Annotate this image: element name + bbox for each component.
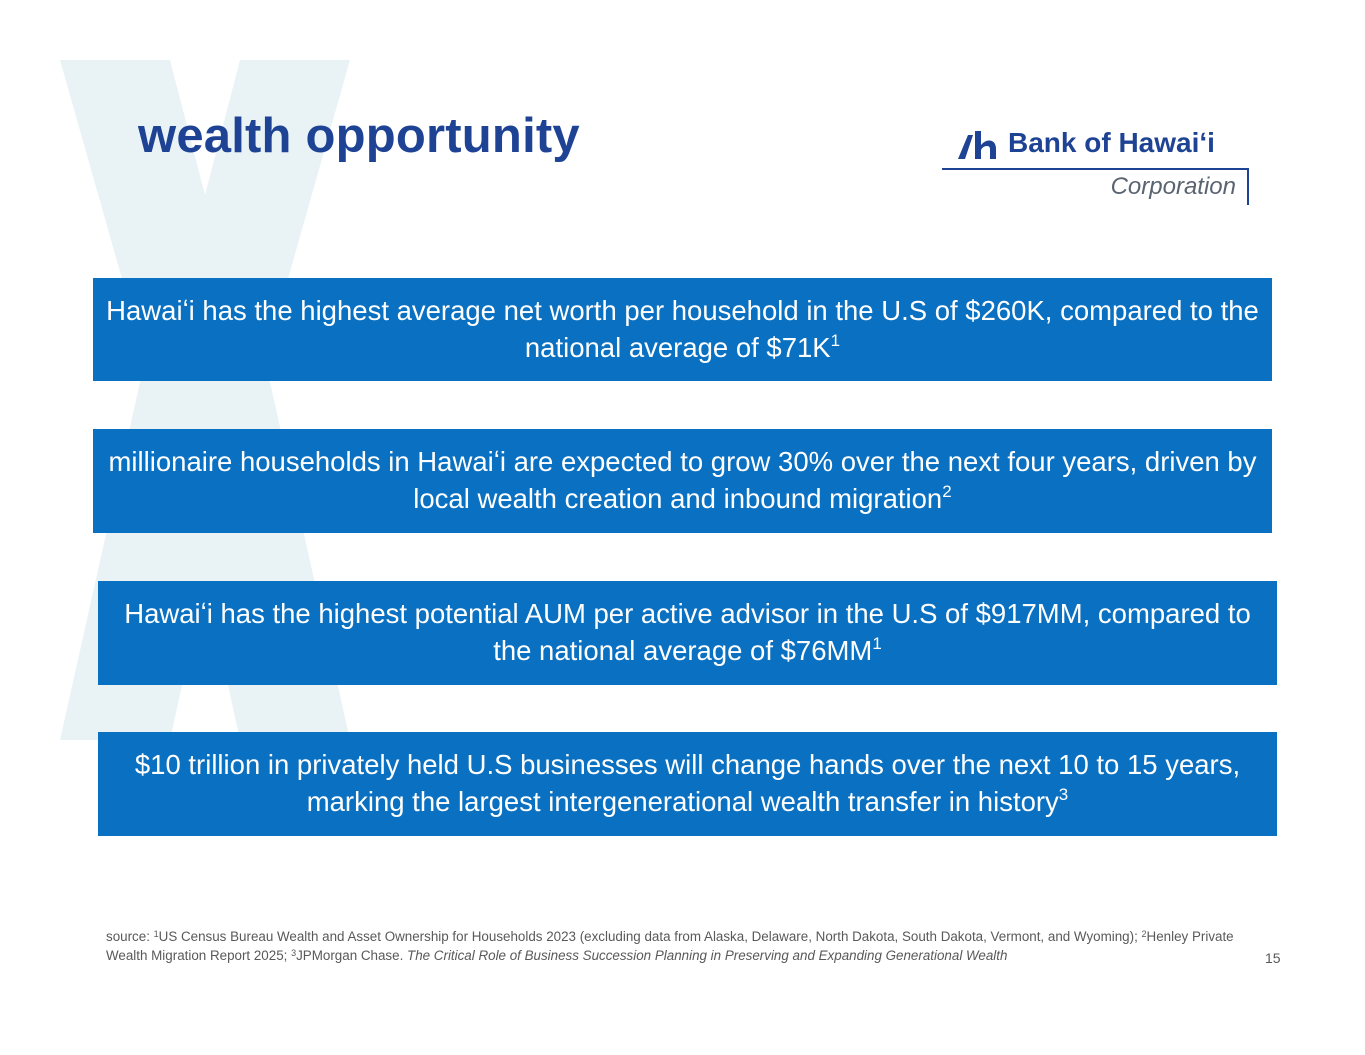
highlight-box-millionaire-growth <box>93 429 1272 533</box>
highlight-box-text: Hawaiʻi has the highest average net worth per household in the U.S of $260K, compared to the national average of $\$71K^1$ <box>106 294 1259 363</box>
logo-divider-vertical <box>1247 168 1249 205</box>
bank-of-hawaii-logo <box>942 125 1254 209</box>
page-number: 15 <box>1265 950 1281 966</box>
footnote-marker: 2 <box>942 482 952 501</box>
footnote-marker: 3 <box>1058 785 1069 804</box>
logo-subtitle: Corporation <box>1110 173 1236 200</box>
highlight-box-net-worth <box>93 278 1272 381</box>
highlight-box-text: $10 trillion in privately held U.S businesses will change hands over the next 10 to 15 years, marking the largest intergenerational wealth transfer in history$^3$ <box>134 749 1241 817</box>
highlight-box-text: Hawaiʻi has the highest potential AUM per active advisor in the U.S of $917MM, compared to the national average of $\$76MM^1$ <box>124 598 1251 666</box>
source-title-italic: The Critical Role of Business Succession Planning in Preserving and Expanding Generational Wealth <box>407 947 1008 963</box>
highlight-box-text: millionaire households in Hawaiʻi are expected to grow 30% over the next four years, driven by local wealth creation and inbound migration$^2$ <box>108 446 1257 514</box>
footnote-marker: 1 <box>872 634 882 653</box>
footnote-marker: 1 <box>830 330 841 350</box>
logo-name: Bank of Hawaiʻi <box>1008 127 1215 158</box>
highlight-box-aum-per-advisor <box>98 581 1277 685</box>
highlight-box-wealth-transfer <box>98 732 1277 836</box>
source-footnote: source: $^1$US Census Bureau Wealth and Asset Ownership for Households 2023 (excluding data from Alaska, Delaware, North Dakota, South Dakota, Vermont, and Wyoming); $^2$Henley Private Wealth Migration Report 2025; $^3$JPMorgan Chase. The Critical Role of Business Succession Planning in Preserving and Expanding Generational Wealth <box>106 929 1234 963</box>
logo-divider-line <box>942 168 1248 170</box>
bank-logo-icon <box>956 129 1000 163</box>
page-title: wealth opportunity <box>138 109 580 163</box>
